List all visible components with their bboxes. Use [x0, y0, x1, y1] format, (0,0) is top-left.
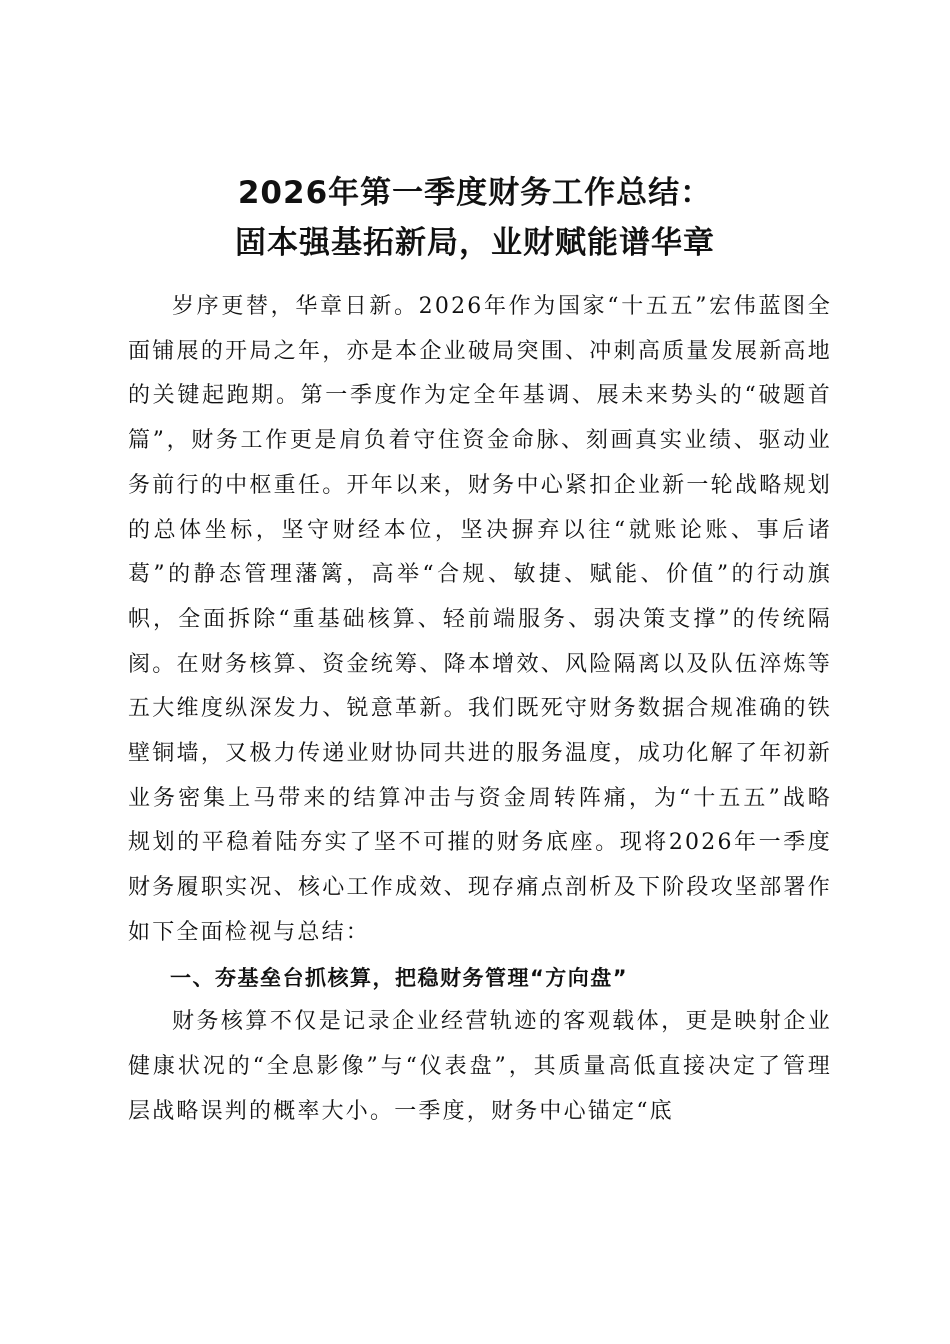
document-title: [120, 168, 830, 268]
intro-paragraph: 岁序更替，华章日新。2026年作为国家“十五五”宏伟蓝图全面铺展的开局之年，亦是本企业破局突围、冲刺高质量发展新高地的关键起跑期。第一季度作为定全年基调、展未来势头的“破题首篇”，财务工作更是肩负着守住资金命脉、刻画真实业绩、驱动业务前行的中枢重任。开年以来，财务中心紧扣企业新一轮战略规划的总体坐标，坚守财经本位，坚决摒弃以往“就账论账、事后诸葛”的静态管理藩篱，高举“合规、敏捷、赋能、价值”的行动旗帜，全面拆除“重基础核算、轻前端服务、弱决策支撑”的传统隔阂。在财务核算、资金统筹、降本增效、风险隔离以及队伍淬炼等五大维度纵深发力、锐意革新。我们既死守财务数据合规准确的铁壁铜墙，又极力传递业财协同共进的服务温度，成功化解了年初新业务密集上马带来的结算冲击与资金周转阵痛，为“十五五”战略规划的平稳着陆夯实了坚不可摧的财务底座。现将2026年一季度财务履职实况、核心工作成效、现存痛点剖析及下阶段攻坚部署作如下全面检视与总结：: [128, 294, 832, 945]
title-line-1: 2026年第一季度财务工作总结：: [237, 175, 713, 211]
section1-paragraph: 财务核算不仅是记录企业经营轨迹的客观载体，更是映射企业健康状况的“全息影像”与“仪表盘”，其质量高低直接决定了管理层战略误判的概率大小。一季度，财务中心锚定“底: [128, 1009, 832, 1124]
section-heading-1: 一、夯基垒台抓核算，把稳财务管理“方向盘”: [170, 965, 629, 990]
title-line-2: 固本强基拓新局，业财赋能谱华章: [235, 225, 715, 261]
document-body: [128, 285, 832, 1134]
